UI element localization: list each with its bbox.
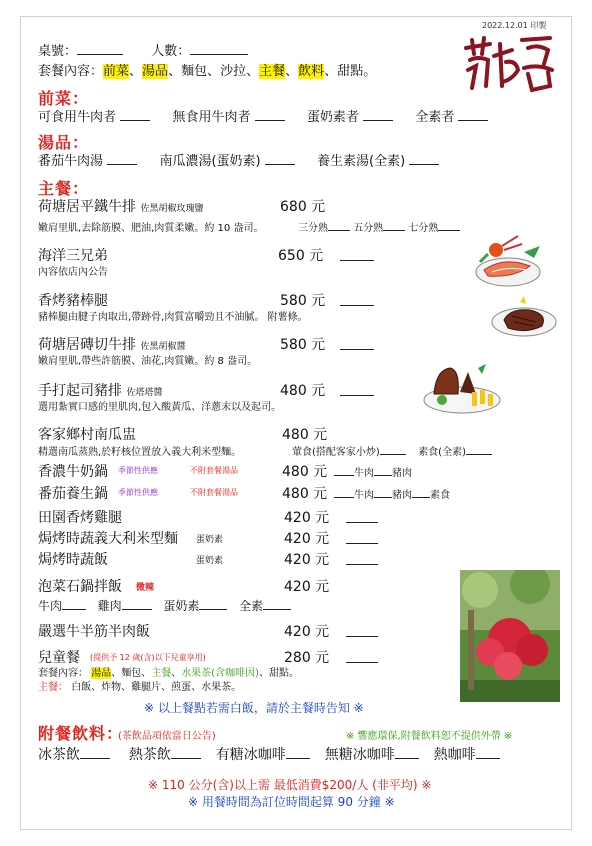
soup-option: 養生素湯(全素) [317, 154, 406, 169]
bibimbap-options: 牛肉 雞肉 蛋奶素 全素 [38, 597, 291, 614]
soup-option: 番茄牛肉湯 [38, 154, 104, 169]
dish-name: 番茄養生鍋 [38, 486, 108, 502]
dish-name: 荷塘居磚切牛排 佐黑胡椒醬 [38, 337, 186, 353]
soup-heading: 湯品： [38, 133, 90, 152]
kids-set-content: 套餐內容： 湯品、麵包、主餐、水果茶(含咖啡因)、甜點。 [38, 668, 299, 679]
people-label: 人數： [151, 44, 191, 59]
dish-price: 580 元 [280, 293, 326, 309]
broth-options: 牛肉 豬肉 [334, 464, 412, 479]
people-blank[interactable] [190, 42, 248, 55]
quantity-blank[interactable] [340, 337, 374, 350]
appetizer-heading: 前菜： [38, 89, 90, 108]
set-item: 湯品 [142, 64, 169, 79]
appetizer-option: 無食用牛肉者 [172, 110, 251, 125]
table-blank[interactable] [77, 42, 123, 55]
appetizer-blank[interactable] [255, 108, 285, 121]
dish-name: 兒童餐 [38, 650, 80, 666]
appetizer-blank[interactable] [458, 108, 488, 121]
main-heading: 主餐： [38, 179, 90, 198]
dish-price: 420 元 [284, 624, 330, 640]
dish-name: 手打起司豬排 佐塔塔醬 [38, 383, 163, 399]
quantity-blank[interactable] [346, 510, 378, 523]
quantity-blank[interactable] [340, 248, 374, 261]
option-blank[interactable] [380, 444, 406, 455]
soup-option: 南瓜濃湯(蛋奶素) [159, 154, 261, 169]
seafood-platter-illustration [474, 232, 546, 290]
eco-note: ※ 響應環保,附餐飲料恕不提供外帶 ※ [346, 731, 513, 742]
dish-price: 280 元 [284, 650, 330, 666]
doneness-blank[interactable] [328, 220, 350, 231]
set-content-row: 套餐內容：前菜、湯品、麵包、沙拉、主餐、飲料、甜點。 [38, 64, 377, 79]
soup-options [38, 150, 439, 169]
dish-price: 420 元 [284, 552, 330, 568]
dish-name: 泡菜石鍋拌飯 [38, 579, 122, 595]
dish-price: 680 元 [280, 199, 326, 215]
restaurant-logo [462, 30, 558, 94]
set-item: 麵包 [181, 64, 208, 79]
quantity-blank[interactable] [346, 531, 378, 544]
diet-tag: 蛋奶素 [196, 535, 224, 545]
quantity-blank[interactable] [346, 650, 378, 663]
soup-blank[interactable] [409, 152, 439, 165]
doneness-blank[interactable] [438, 220, 460, 231]
table-label: 桌號： [38, 44, 78, 59]
dish-note: 佐塔塔醬 [126, 388, 163, 398]
print-date: 2022.12.01 印製 [482, 21, 547, 30]
set-item: 飲料 [298, 64, 325, 79]
dish-price: 480 元 [280, 383, 326, 399]
dish-desc: 內容依店內公告 [38, 267, 108, 278]
kids-note: (提供予 12 歲(含)以下兒童享用) [90, 653, 206, 662]
drink-options: 冰茶飲 熱茶飲 有糖冰咖啡 無糖冰咖啡 熱咖啡 [38, 744, 500, 764]
dish-price: 480 元 [282, 464, 328, 480]
pork-chop-illustration [420, 360, 502, 416]
dish-name: 荷塘居平鐵牛排 佐黑胡椒玫瑰鹽 [38, 199, 204, 215]
dish-desc: 選用紮實口感的里肌肉,包入酸黃瓜、洋蔥末以及起司。 [38, 402, 282, 413]
set-item: 主餐 [259, 64, 286, 79]
dish-price: 580 元 [280, 337, 326, 353]
appetizer-option: 可食用牛肉者 [38, 110, 117, 125]
quantity-blank[interactable] [340, 383, 374, 396]
dish-note: 佐黑胡椒醬 [140, 342, 186, 352]
drinks-heading-note: (茶飲品項依當日公告) [118, 731, 216, 742]
dish-price: 480 元 [282, 427, 328, 443]
appetizer-option: 全素者 [415, 110, 455, 125]
kids-main-content: 主餐： 白飯、炸物、雞腿片、煎蛋、水果茶。 [38, 682, 242, 693]
quantity-blank[interactable] [346, 552, 378, 565]
pumpkin-options: 葷食(搭配客家小炒) 素食(全素) [292, 443, 492, 458]
dish-desc: 精選南瓜蒸熟,於籽核位置放入義大利米型麵。 [38, 447, 242, 458]
appetizer-blank[interactable] [120, 108, 150, 121]
quantity-blank[interactable] [346, 624, 378, 637]
dish-desc: 嫩肩里肌,去除筋膜、肥油,肉質柔嫩。約 10 盎司。 [38, 223, 264, 234]
appetizer-option: 蛋奶素者 [306, 110, 359, 125]
soup-blank[interactable] [107, 152, 137, 165]
broth-options: 牛肉 豬肉 素食 [334, 486, 450, 501]
dish-price: 650 元 [278, 248, 324, 264]
set-item: 沙拉 [220, 64, 247, 79]
dish-price: 480 元 [282, 486, 328, 502]
dish-price: 420 元 [284, 510, 330, 526]
quantity-blank[interactable] [340, 293, 374, 306]
appetizer-options [38, 106, 488, 125]
footer-time-limit: ※ 用餐時間為訂位時間起算 90 分鐘 ※ [188, 795, 395, 809]
footer-min-charge: ※ 110 公分(含)以上需 最低消費$200/人 (非平均) ※ [148, 778, 432, 792]
dish-price: 420 元 [284, 531, 330, 547]
doneness-options: 三分熟 五分熟 七分熟 [298, 219, 460, 234]
garden-flower-photo [460, 570, 560, 702]
set-label: 套餐內容： [38, 64, 104, 79]
dish-name: 香濃牛奶鍋 [38, 464, 108, 480]
no-soup-tag: 不附套餐湯品 [190, 466, 238, 475]
set-item: 甜點 [337, 64, 364, 79]
dish-name: 焗烤時蔬飯 [38, 552, 108, 568]
steak-illustration [490, 296, 558, 338]
dish-desc: 嫩肩里肌,帶些許筋膜、油花,肉質嫩。約 8 盎司。 [38, 356, 258, 367]
spicy-tag: 微辣 [136, 583, 155, 593]
dish-name: 海洋三兄弟 [38, 248, 108, 264]
diet-tag: 蛋奶素 [196, 556, 224, 566]
dish-note: 佐黑胡椒玫瑰鹽 [140, 204, 204, 214]
appetizer-blank[interactable] [363, 108, 393, 121]
dish-name: 嚴選牛半筋半肉飯 [38, 624, 150, 640]
no-soup-tag: 不附套餐湯品 [190, 488, 238, 497]
doneness-blank[interactable] [383, 220, 405, 231]
logo-text: 荷塘居 [508, 70, 512, 71]
set-item: 前菜 [103, 64, 130, 79]
seasonal-tag: 季節性供應 [118, 466, 158, 475]
dish-name: 田園香烤雞腿 [38, 510, 122, 526]
table-number-row [38, 40, 248, 59]
seasonal-tag: 季節性供應 [118, 488, 158, 497]
option-blank[interactable] [466, 444, 492, 455]
dish-name: 焗烤時蔬義大利米型麵 [38, 531, 178, 547]
dish-name: 客家鄉村南瓜盅 [38, 427, 136, 443]
dish-price: 420 元 [284, 579, 330, 595]
drinks-heading: 附餐飲料： [38, 724, 124, 743]
rice-notice: ※ 以上餐點若需白飯，請於主餐時告知 ※ [144, 701, 364, 715]
soup-blank[interactable] [265, 152, 295, 165]
dish-name: 香烤豬棒腿 [38, 293, 108, 309]
dish-desc: 豬棒腿由腱子肉取出,帶跡骨,肉質富嚼勁且不油膩。 附薯條。 [38, 312, 308, 323]
